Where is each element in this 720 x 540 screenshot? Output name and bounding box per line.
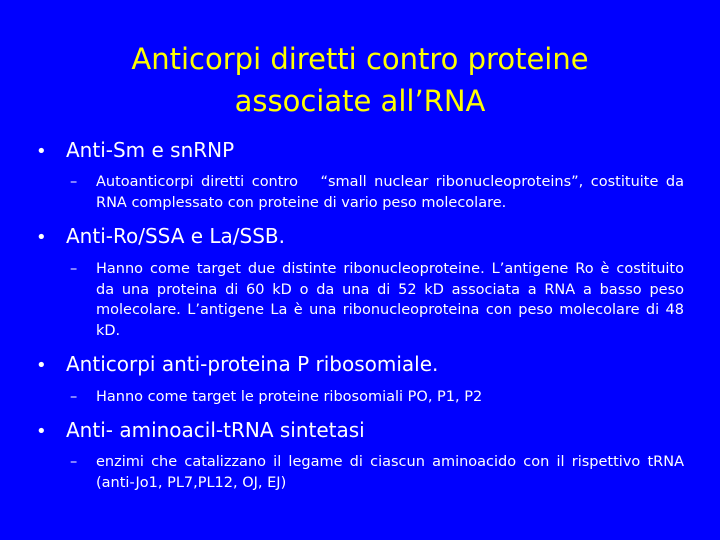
bullet-marker: • [36, 421, 47, 442]
bullet-marker: • [36, 355, 47, 376]
sub-item-text: Hanno come target due distinte ribonucleoproteine. L’antigene Ro è costituito da una proteina di 60 kD o da una di 52 kD associata a RNA a basso peso molecolare. L’antigene La è una ribonucleoproteina con peso molecolare di 48 kD. [96, 261, 684, 339]
dash-marker: – [70, 174, 78, 190]
bullet-anti-ribosomal-p [36, 352, 438, 378]
sub-item-anti-ribosomal-p [70, 387, 684, 408]
sub-item-anti-ro-la [70, 259, 684, 341]
bullet-anti-sm [36, 138, 234, 164]
slide-title [60, 38, 660, 122]
sub-item-text: Autoanticorpi diretti contro “small nuclear ribonucleoproteins”, costituite da RNA complessato con proteine di vario peso molecolare. [96, 174, 684, 211]
dash-marker: – [70, 261, 78, 277]
bullet-heading: Anticorpi anti-proteina P ribosomiale. [66, 352, 439, 376]
bullet-marker: • [36, 227, 47, 248]
sub-item-anti-sm [70, 172, 684, 213]
bullet-heading: Anti-Sm e snRNP [66, 138, 235, 162]
bullet-marker: • [36, 141, 47, 162]
dash-marker: – [70, 454, 78, 470]
bullet-anti-aminoacyl-trna [36, 418, 365, 444]
dash-marker: – [70, 389, 78, 405]
slide-title-line-2: associate all’RNA [234, 84, 486, 118]
sub-item-text: enzimi che catalizzano il legame di ciascun aminoacido con il rispettivo tRNA (anti-Jo1, PL7,PL12, OJ, EJ) [96, 454, 684, 491]
bullet-anti-ro-la [36, 224, 285, 250]
sub-item-anti-aminoacyl-trna [70, 452, 684, 493]
bullet-heading: Anti-Ro/SSA e La/SSB. [66, 224, 286, 248]
slide-title-line-1: Anticorpi diretti contro proteine [131, 42, 589, 76]
bullet-heading: Anti- aminoacil-tRNA sintetasi [66, 418, 365, 442]
sub-item-text: Hanno come target le proteine ribosomiali PO, P1, P2 [96, 389, 483, 405]
